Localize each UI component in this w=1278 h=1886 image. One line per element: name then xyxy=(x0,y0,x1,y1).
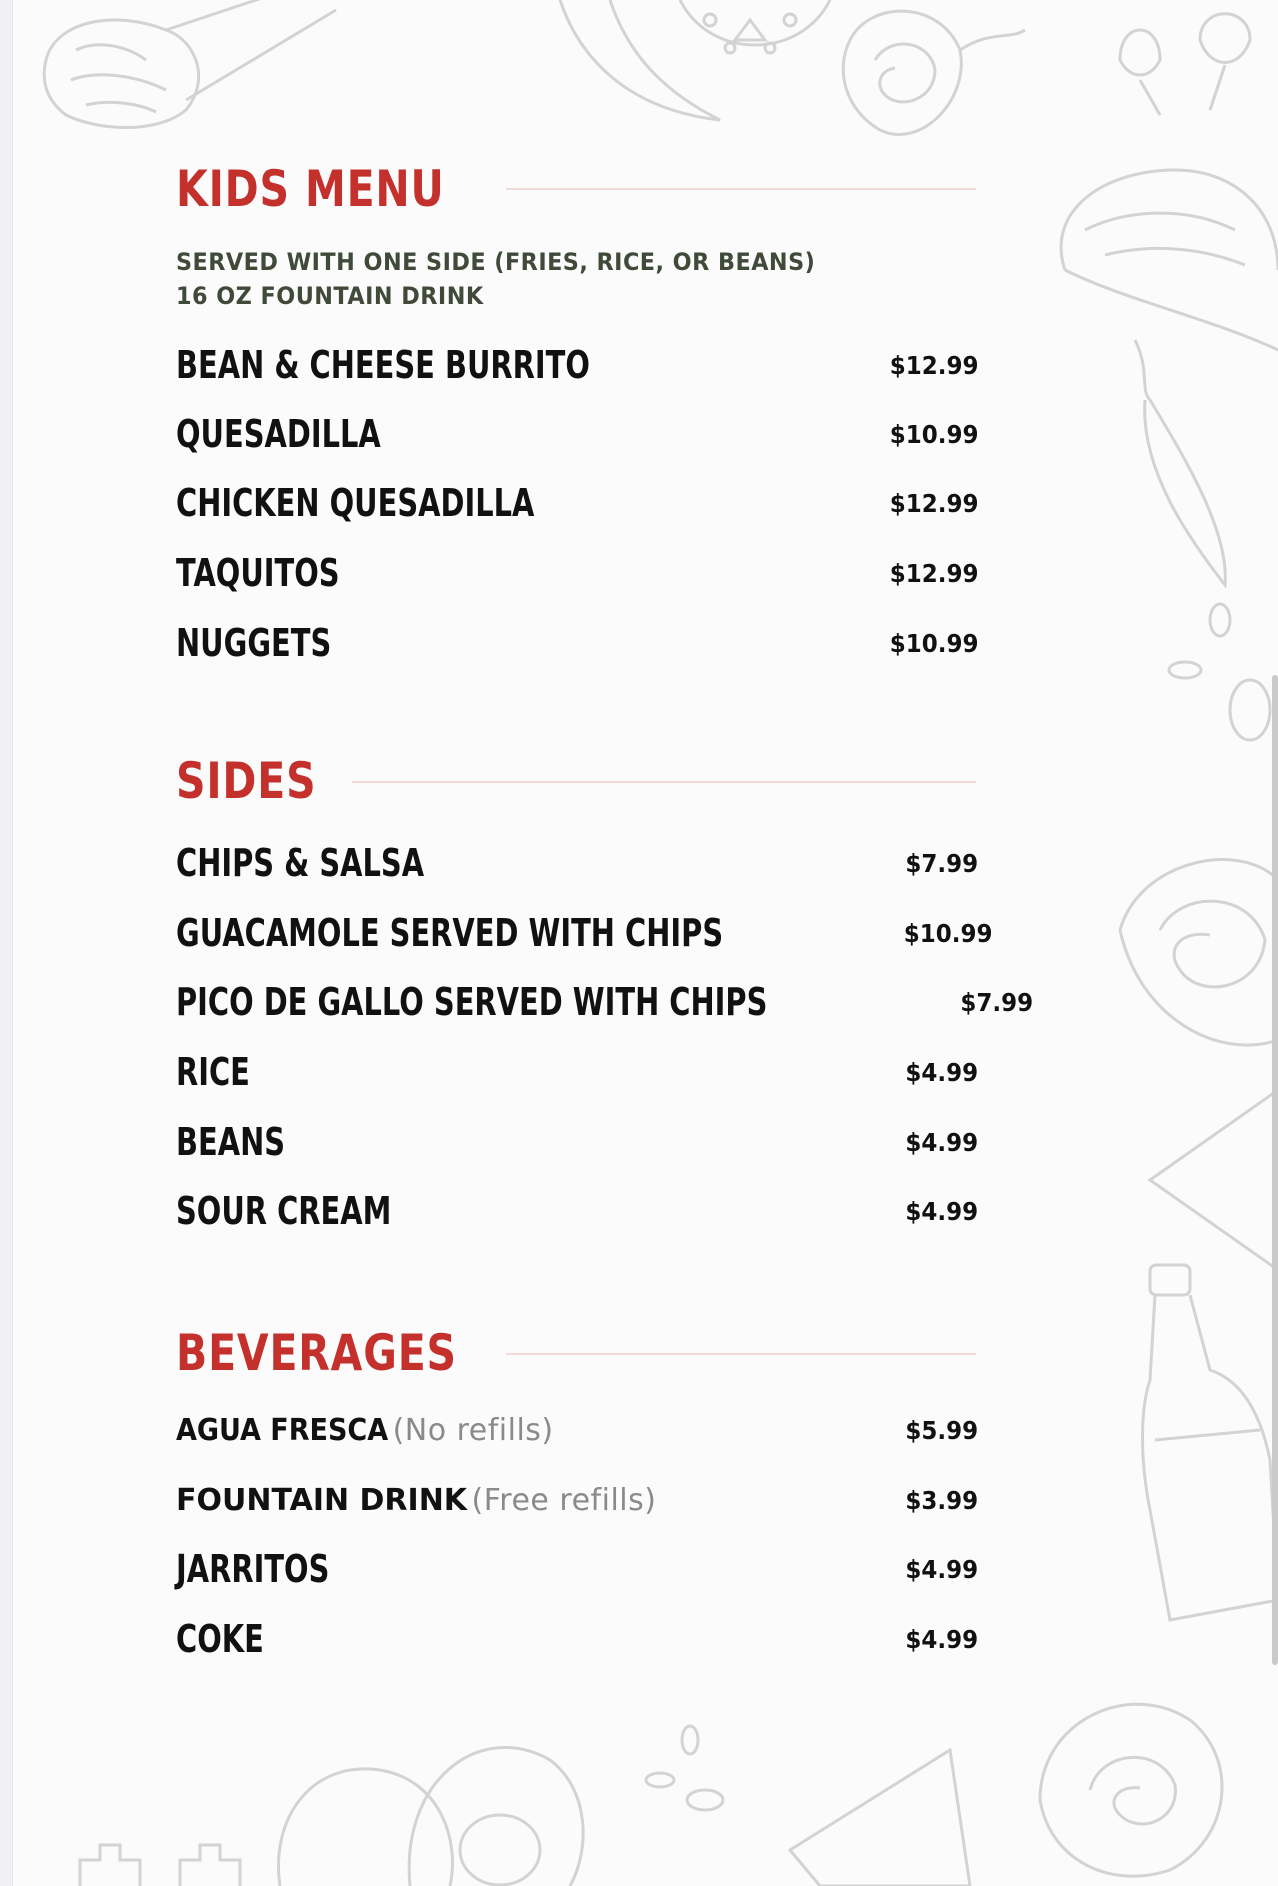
item-name: BEANS xyxy=(176,1120,286,1164)
chili-pepper-illustration xyxy=(1120,330,1240,590)
item-name: CHIPS & SALSA xyxy=(176,841,425,885)
chili-pepper-illustration xyxy=(550,0,730,130)
item-name: PICO DE GALLO SERVED WITH CHIPS xyxy=(176,980,768,1024)
item-name: TAQUITOS xyxy=(176,551,340,595)
sides-header xyxy=(176,750,347,812)
tulip-illustration xyxy=(1100,0,1270,120)
item-name: CHICKEN QUESADILLA xyxy=(176,481,535,525)
scrollbar[interactable] xyxy=(1272,675,1278,1665)
item-name: JARRITOS xyxy=(176,1547,330,1591)
item-price: $3.99 xyxy=(905,1485,978,1515)
menu-item xyxy=(176,340,978,390)
beverages-divider xyxy=(506,1353,976,1355)
item-name: BEAN & CHEESE BURRITO xyxy=(176,343,590,387)
page-left-edge xyxy=(0,0,13,1886)
menu-item xyxy=(176,618,978,668)
menu-item xyxy=(176,977,1034,1027)
menu-item xyxy=(176,908,993,958)
item-price: $12.99 xyxy=(889,488,978,518)
item-name: GUACAMOLE SERVED WITH CHIPS xyxy=(176,911,724,955)
item-name: FOUNTAIN DRINK xyxy=(176,1482,468,1518)
item-price: $10.99 xyxy=(889,628,978,658)
item-name: QUESADILLA xyxy=(176,412,381,456)
splash-illustration xyxy=(620,1720,740,1830)
sides-title: SIDES xyxy=(176,752,317,810)
item-name: SOUR CREAM xyxy=(176,1189,392,1233)
item-price: $4.99 xyxy=(905,1127,978,1157)
item-price: $4.99 xyxy=(905,1554,978,1584)
rose-illustration xyxy=(1010,1660,1278,1886)
taco-illustration xyxy=(1045,150,1278,370)
menu-item xyxy=(176,1117,978,1167)
splash-illustration xyxy=(1160,600,1278,760)
kids-menu-note xyxy=(176,245,815,313)
menu-item xyxy=(176,1614,978,1664)
item-price: $4.99 xyxy=(905,1057,978,1087)
menu-item xyxy=(176,838,978,888)
item-price: $7.99 xyxy=(905,848,978,878)
item-name: COKE xyxy=(176,1617,264,1661)
item-name-group xyxy=(176,1413,554,1448)
beverages-title: BEVERAGES xyxy=(176,1324,457,1382)
menu-item xyxy=(176,1186,978,1236)
avocado-illustration xyxy=(270,1700,590,1886)
kids-menu-note-line1: SERVED WITH ONE SIDE (FRIES, RICE, OR BEANS) xyxy=(176,248,816,276)
item-note: (Free refills) xyxy=(471,1482,657,1518)
menu-item xyxy=(176,409,978,459)
item-name-group xyxy=(176,1483,656,1518)
bottle-illustration xyxy=(1130,1260,1278,1630)
item-price: $7.99 xyxy=(960,987,1034,1017)
item-price: $4.99 xyxy=(905,1624,978,1654)
kids-menu-divider xyxy=(506,188,976,190)
tortilla-chip-illustration xyxy=(780,1740,980,1886)
menu-item xyxy=(176,1047,978,1097)
rose-illustration xyxy=(830,0,1030,160)
beverages-header xyxy=(176,1322,519,1384)
item-name: RICE xyxy=(176,1050,250,1094)
papel-picado-illustration xyxy=(670,0,840,90)
menu-item xyxy=(176,478,978,528)
item-note: (No refills) xyxy=(392,1412,554,1448)
menu-item xyxy=(176,1475,978,1525)
item-price: $10.99 xyxy=(889,419,978,449)
cross-pattern-illustration xyxy=(60,1840,260,1886)
kids-menu-header xyxy=(176,158,504,220)
kids-menu-title: KIDS MENU xyxy=(176,160,445,218)
menu-item xyxy=(176,548,978,598)
item-price: $12.99 xyxy=(889,350,978,380)
tortilla-chip-illustration xyxy=(1140,1080,1278,1270)
menu-item xyxy=(176,1405,978,1455)
rose-illustration xyxy=(1100,820,1278,1070)
item-price: $12.99 xyxy=(889,558,978,588)
kids-menu-note-line2: 16 OZ FOUNTAIN DRINK xyxy=(176,282,484,310)
sides-divider xyxy=(352,781,976,783)
menu-item xyxy=(176,1544,978,1594)
burrito-illustration xyxy=(36,0,346,140)
item-name: NUGGETS xyxy=(176,621,332,665)
item-price: $4.99 xyxy=(905,1196,978,1226)
item-price: $5.99 xyxy=(905,1415,978,1445)
item-name: AGUA FRESCA xyxy=(176,1412,389,1448)
item-price: $10.99 xyxy=(903,918,993,948)
